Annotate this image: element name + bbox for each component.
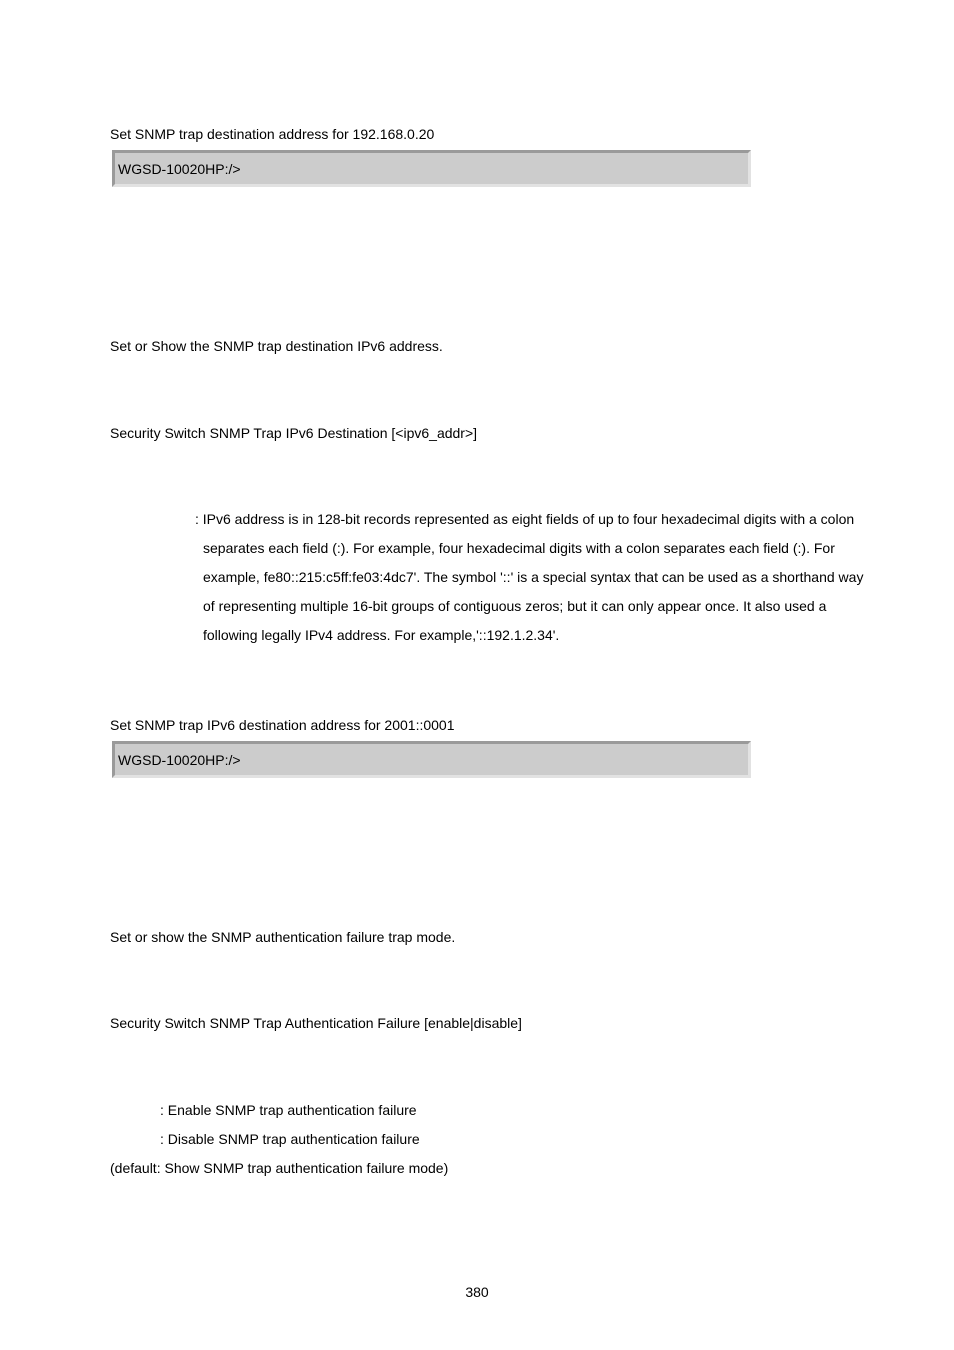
param-line-5: following legally IPv4 address. For example,'::192.1.2.34'.	[203, 627, 560, 643]
description-ipv6: Set or Show the SNMP trap destination IPv6 address.	[110, 338, 443, 354]
syntax-ipv6: Security Switch SNMP Trap IPv6 Destination [<ipv6_addr>]	[110, 425, 478, 441]
param-line-2: separates each field (:). For example, four hexadecimal digits with a colon separates each field (:). For	[203, 540, 835, 556]
command-box-ipv4	[112, 150, 751, 187]
default-note: (default: Show SNMP trap authentication failure mode)	[110, 1160, 449, 1176]
param-line-3: example, fe80::215:c5ff:fe03:4dc7'. The symbol '::' is a special syntax that can be used as a shorthand way	[203, 569, 864, 585]
enable-description: : Enable SNMP trap authentication failure	[160, 1102, 417, 1118]
syntax-auth-failure: Security Switch SNMP Trap Authentication Failure [enable|disable]	[110, 1015, 522, 1031]
example-title-ipv6: Set SNMP trap IPv6 destination address for 2001::0001	[110, 717, 455, 733]
command-prompt: WGSD-10020HP:/>	[118, 161, 241, 177]
param-line-4: of representing multiple 16-bit groups of contiguous zeros; but it can only appear once. It also used a	[203, 598, 827, 614]
param-line-1: : IPv6 address is in 128-bit records represented as eight fields of up to four hexadecimal digits with a colon	[195, 511, 855, 527]
command-box-ipv6	[112, 741, 751, 778]
disable-description: : Disable SNMP trap authentication failure	[160, 1131, 420, 1147]
example-title-ipv4: Set SNMP trap destination address for 192.168.0.20	[110, 126, 435, 142]
page-number: 380	[465, 1284, 489, 1300]
command-prompt: WGSD-10020HP:/>	[118, 752, 241, 768]
description-auth-failure: Set or show the SNMP authentication failure trap mode.	[110, 929, 456, 945]
